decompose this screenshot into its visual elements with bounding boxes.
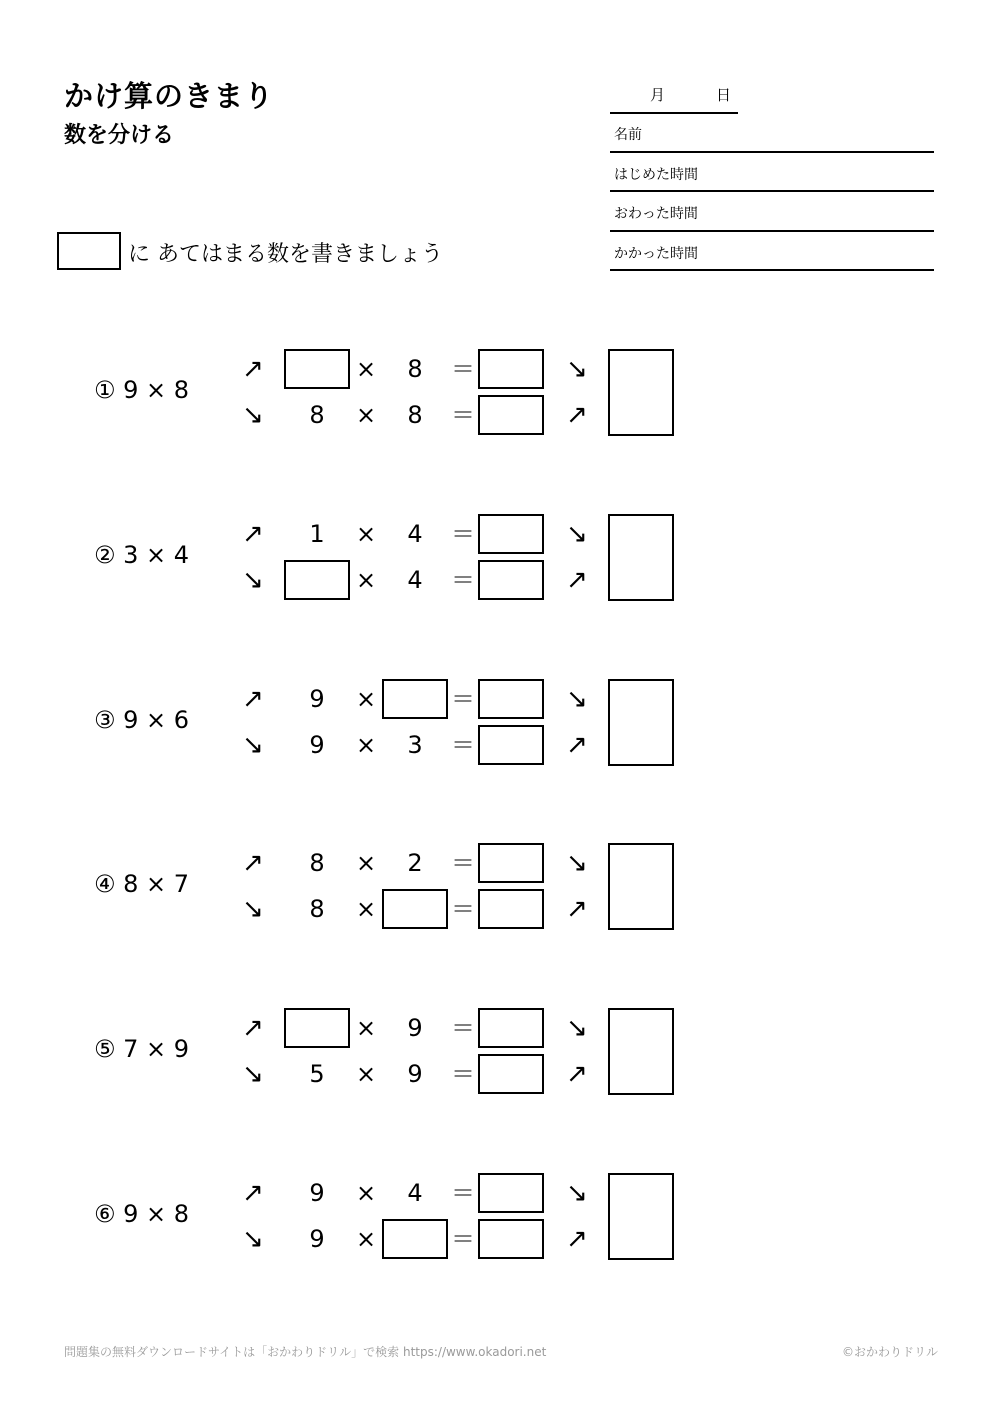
- answer-box-bottom-product[interactable]: [478, 1219, 544, 1259]
- equals-bottom: ＝: [451, 731, 475, 759]
- problem-label: ⑥ 9 × 8: [94, 1200, 190, 1228]
- arrow-bottom-right: ↗: [566, 894, 588, 924]
- times-top: ×: [355, 849, 377, 877]
- answer-box-bottom-product[interactable]: [478, 395, 544, 435]
- arrow-top-left: ↗: [242, 848, 264, 878]
- arrow-top-right: ↘: [566, 684, 588, 714]
- equals-bottom: ＝: [451, 1060, 475, 1088]
- arrow-bottom-left: ↘: [242, 565, 264, 595]
- problem-label: ④ 8 × 7: [94, 870, 190, 898]
- arrow-top-right: ↘: [566, 354, 588, 384]
- answer-box-top-b[interactable]: [382, 679, 448, 719]
- start-time-line[interactable]: [610, 190, 934, 192]
- equals-top: ＝: [451, 1014, 475, 1042]
- duration-line[interactable]: [610, 269, 934, 271]
- name-line[interactable]: [610, 151, 934, 153]
- operand-top-a: 1: [309, 520, 325, 548]
- arrow-bottom-left: ↘: [242, 730, 264, 760]
- problem-row: [0, 514, 1000, 604]
- operand-top-b: 4: [407, 520, 423, 548]
- equals-bottom: ＝: [451, 401, 475, 429]
- end-time-line[interactable]: [610, 230, 934, 232]
- arrow-bottom-right: ↗: [566, 1224, 588, 1254]
- operand-bottom-a: 9: [309, 731, 325, 759]
- arrow-top-left: ↗: [242, 519, 264, 549]
- operand-bottom-a: 8: [309, 895, 325, 923]
- operand-bottom-a: 9: [309, 1225, 325, 1253]
- problem-label: ② 3 × 4: [94, 541, 190, 569]
- arrow-top-right: ↘: [566, 848, 588, 878]
- equals-bottom: ＝: [451, 895, 475, 923]
- problem-row: [0, 679, 1000, 769]
- operand-bottom-b: 3: [407, 731, 423, 759]
- answer-box-top-product[interactable]: [478, 349, 544, 389]
- equals-top: ＝: [451, 849, 475, 877]
- times-top: ×: [355, 1179, 377, 1207]
- operand-top-a: 8: [309, 849, 325, 877]
- times-top: ×: [355, 685, 377, 713]
- problem-row: [0, 1173, 1000, 1263]
- answer-box-bottom-a[interactable]: [284, 560, 350, 600]
- arrow-top-left: ↗: [242, 354, 264, 384]
- operand-top-b: 9: [407, 1014, 423, 1042]
- times-top: ×: [355, 1014, 377, 1042]
- start-time-label: はじめた時間: [614, 167, 698, 183]
- problem-row: [0, 843, 1000, 933]
- answer-box-bottom-product[interactable]: [478, 1054, 544, 1094]
- answer-box-top-product[interactable]: [478, 679, 544, 719]
- operand-bottom-b: 9: [407, 1060, 423, 1088]
- times-top: ×: [355, 520, 377, 548]
- equals-top: ＝: [451, 685, 475, 713]
- arrow-bottom-right: ↗: [566, 1059, 588, 1089]
- instruction-text: に あてはまる数を書きましょう: [128, 242, 443, 267]
- operand-top-a: 9: [309, 1179, 325, 1207]
- equals-top: ＝: [451, 1179, 475, 1207]
- answer-box-top-product[interactable]: [478, 514, 544, 554]
- name-label: 名前: [614, 127, 642, 143]
- answer-box-bottom-b[interactable]: [382, 889, 448, 929]
- operand-bottom-b: 8: [407, 401, 423, 429]
- arrow-bottom-left: ↘: [242, 400, 264, 430]
- answer-box-total[interactable]: [608, 843, 674, 930]
- arrow-bottom-right: ↗: [566, 565, 588, 595]
- operand-top-a: 9: [309, 685, 325, 713]
- answer-box-total[interactable]: [608, 1008, 674, 1095]
- date-underline: [610, 112, 738, 114]
- times-bottom: ×: [355, 1060, 377, 1088]
- arrow-top-left: ↗: [242, 1013, 264, 1043]
- problem-label: ⑤ 7 × 9: [94, 1035, 190, 1063]
- problem-row: [0, 1008, 1000, 1098]
- times-bottom: ×: [355, 895, 377, 923]
- problem-label: ③ 9 × 6: [94, 706, 190, 734]
- instruction-box: [57, 232, 121, 270]
- day-label: 日: [716, 86, 732, 104]
- problem-row: [0, 349, 1000, 439]
- operand-top-b: 2: [407, 849, 423, 877]
- operand-bottom-a: 5: [309, 1060, 325, 1088]
- month-label: 月: [650, 86, 666, 104]
- answer-box-bottom-b[interactable]: [382, 1219, 448, 1259]
- answer-box-top-product[interactable]: [478, 1008, 544, 1048]
- answer-box-total[interactable]: [608, 349, 674, 436]
- answer-box-bottom-product[interactable]: [478, 725, 544, 765]
- operand-top-b: 4: [407, 1179, 423, 1207]
- arrow-top-right: ↘: [566, 1013, 588, 1043]
- equals-top: ＝: [451, 355, 475, 383]
- arrow-bottom-left: ↘: [242, 1224, 264, 1254]
- footer-left: 問題集の無料ダウンロードサイトは「おかわりドリル」で検索 https://www.okadori.net: [64, 1345, 547, 1359]
- times-bottom: ×: [355, 1225, 377, 1253]
- end-time-label: おわった時間: [614, 206, 698, 222]
- answer-box-total[interactable]: [608, 679, 674, 766]
- page-subtitle: 数を分ける: [64, 123, 175, 148]
- equals-bottom: ＝: [451, 566, 475, 594]
- arrow-top-left: ↗: [242, 684, 264, 714]
- problem-label: ① 9 × 8: [94, 376, 190, 404]
- operand-bottom-b: 4: [407, 566, 423, 594]
- answer-box-top-product[interactable]: [478, 843, 544, 883]
- operand-top-b: 8: [407, 355, 423, 383]
- times-bottom: ×: [355, 401, 377, 429]
- operand-bottom-a: 8: [309, 401, 325, 429]
- equals-top: ＝: [451, 520, 475, 548]
- arrow-bottom-right: ↗: [566, 400, 588, 430]
- answer-box-top-a[interactable]: [284, 1008, 350, 1048]
- answer-box-top-product[interactable]: [478, 1173, 544, 1213]
- answer-box-top-a[interactable]: [284, 349, 350, 389]
- times-top: ×: [355, 355, 377, 383]
- footer-right: ©おかわりドリル: [842, 1345, 939, 1359]
- arrow-bottom-left: ↘: [242, 894, 264, 924]
- arrow-top-right: ↘: [566, 1178, 588, 1208]
- answer-box-bottom-product[interactable]: [478, 889, 544, 929]
- duration-label: かかった時間: [614, 246, 698, 262]
- arrow-bottom-right: ↗: [566, 730, 588, 760]
- answer-box-bottom-product[interactable]: [478, 560, 544, 600]
- times-bottom: ×: [355, 731, 377, 759]
- answer-box-total[interactable]: [608, 1173, 674, 1260]
- arrow-top-right: ↘: [566, 519, 588, 549]
- times-bottom: ×: [355, 566, 377, 594]
- answer-box-total[interactable]: [608, 514, 674, 601]
- equals-bottom: ＝: [451, 1225, 475, 1253]
- page-title: かけ算のきまり: [64, 79, 275, 113]
- arrow-bottom-left: ↘: [242, 1059, 264, 1089]
- arrow-top-left: ↗: [242, 1178, 264, 1208]
